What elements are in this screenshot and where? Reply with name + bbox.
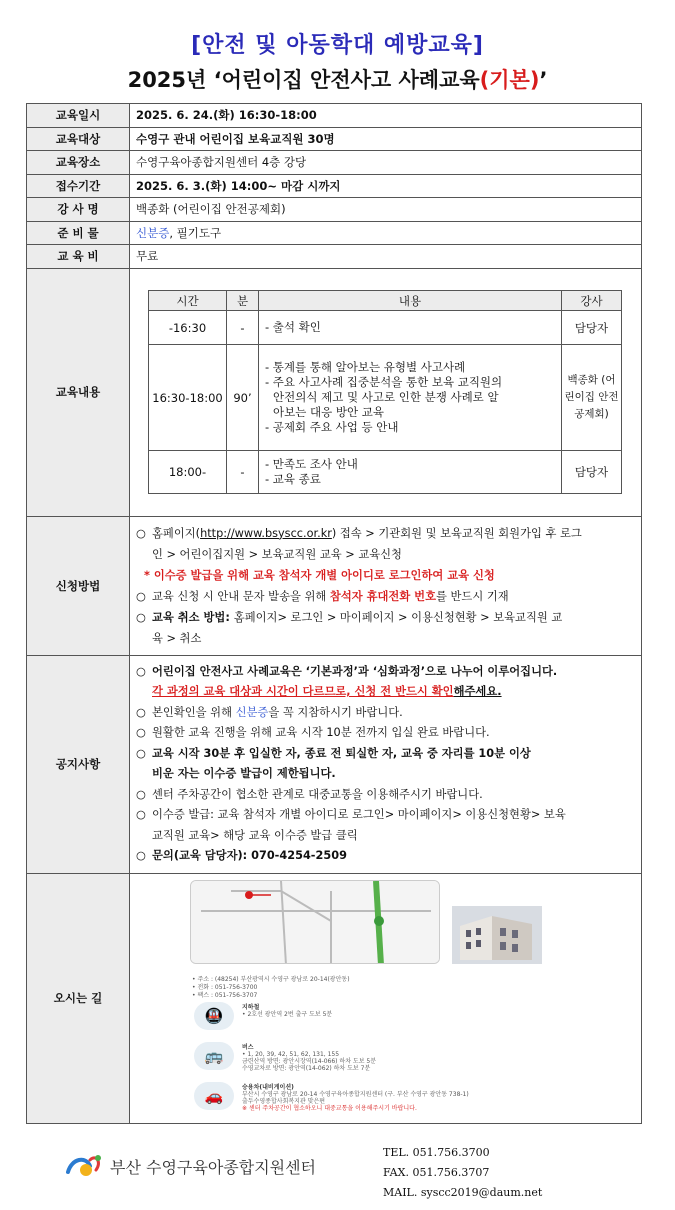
- target-value: 수영구 관내 어린이집 보육교직원 30명: [130, 127, 642, 151]
- schedule-content: [259, 451, 562, 494]
- fax-line: • 팩스 : 051-756-3707: [192, 992, 258, 999]
- notice-label: 공지사항: [27, 655, 130, 873]
- apply-text: 홈페이지> 로그인 > 마이페이지 > 이용신청현황 > 보육교직원 교: [233, 610, 563, 624]
- subway-title: 지하철: [242, 1004, 260, 1011]
- schedule-content: [259, 345, 562, 451]
- title-level: (기본): [479, 68, 540, 92]
- lecturer-value: 백종화 (어린이집 안전공제회): [130, 198, 642, 222]
- schedule-min: -: [227, 311, 259, 345]
- place-label: 교육장소: [27, 151, 130, 175]
- schedule-min: -: [227, 451, 259, 494]
- schedule-label: 교육내용: [27, 268, 130, 516]
- car-text: 출두수영종합사회복지관 맞은편: [242, 1098, 326, 1105]
- subway-text: • 2호선 광안역 2번 출구 도보 5분: [242, 1011, 333, 1018]
- schedule-row: [149, 311, 622, 345]
- title-topic: [안전 및 아동학대 예방교육]: [191, 33, 484, 58]
- notice-text: 비운 자는 이수증 발급이 제한됩니다.: [152, 767, 336, 780]
- notice-highlight: 각 과정의 교육 대상과 시간이 다르므로, 신청 전 반드시 확인: [152, 685, 454, 698]
- schedule-row: [149, 451, 622, 494]
- circle-bullet-icon: ○: [136, 808, 146, 821]
- directions-cell: [130, 873, 642, 1123]
- apply-label: 신청방법: [27, 516, 130, 655]
- circle-bullet-icon: ○: [136, 610, 146, 624]
- subway-icon: 🚇: [194, 1002, 234, 1030]
- footer-mail[interactable]: MAIL. syscc2019@daum.net: [383, 1186, 543, 1199]
- schedule-table: [148, 290, 622, 494]
- circle-bullet-icon: ○: [136, 746, 146, 760]
- bus-text: 금련산역 방면: 광안시장역(14-066) 하차 도보 5분: [242, 1058, 377, 1065]
- bus-title: 버스: [242, 1044, 254, 1051]
- apply-text: ) 접속 > 기관회원 및 보육교직원 회원가입 후 로그: [331, 526, 582, 540]
- schedule-time: -16:30: [149, 311, 227, 345]
- circle-bullet-icon: ○: [136, 849, 146, 862]
- apply-text: 인 > 어린이집지원 > 보육교직원 교육 > 교육신청: [152, 547, 402, 561]
- footer-fax: FAX. 051.756.3707: [383, 1166, 490, 1179]
- prep-value: [130, 221, 642, 245]
- notice-text: 교직원 교육> 해당 교육 이수증 발급 클릭: [152, 828, 358, 842]
- info-table: [26, 103, 642, 1124]
- prep-rest: , 필기도구: [169, 225, 222, 240]
- schedule-header-teacher: 강사: [562, 291, 622, 311]
- circle-bullet-icon: ○: [136, 787, 146, 801]
- schedule-time: 16:30-18:00: [149, 345, 227, 451]
- apply-text: 육 > 취소: [152, 631, 202, 645]
- content-line: - 교육 종료: [265, 472, 321, 486]
- title-quote: ’: [539, 68, 548, 92]
- notice-text: 본인확인을 위해: [152, 705, 236, 719]
- location-map: [190, 880, 440, 964]
- schedule-header-content: 내용: [259, 291, 562, 311]
- address-block: [192, 976, 350, 1000]
- circle-bullet-icon: ○: [136, 705, 146, 719]
- notice-text: 어린이집 안전사고 사례교육은 ‘기본과정’과 ‘심화과정’으로 나누어 이루어집니다.: [152, 664, 558, 678]
- car-title: 승용차(내비게이션): [242, 1084, 294, 1091]
- content-line: - 주요 사고사례 집중분석을 통한 보육 교직원의: [265, 375, 503, 389]
- schedule-cell: [130, 268, 642, 516]
- footer-tel: TEL. 051.756.3700: [383, 1146, 490, 1159]
- building-photo: [452, 906, 542, 964]
- notice-text: 교육 시작 30분 후 입실한 자, 종료 전 퇴실한 자, 교육 중 자리를 10분 이상: [152, 746, 531, 760]
- org-name: 부산 수영구육아종합지원센터: [110, 1157, 317, 1177]
- period-value: 2025. 6. 3.(화) 14:00~ 마감 시까지: [130, 174, 642, 198]
- fee-label: 교 육 비: [27, 245, 130, 269]
- circle-bullet-icon: ○: [136, 589, 146, 603]
- phone-line: • 전화 : 051-756-3700: [192, 984, 258, 991]
- car-text: 부산시 수영구 광남로 20-14 수영구육아종합지원센터 (구. 부산 수영구 광안동 738-1): [242, 1091, 469, 1098]
- circle-bullet-icon: ○: [136, 664, 146, 678]
- prep-id-card: 신분증: [136, 225, 170, 240]
- date-label: 교육일시: [27, 104, 130, 128]
- schedule-min: 90’: [227, 345, 259, 451]
- homepage-link[interactable]: http://www.bsyscc.or.kr: [200, 526, 332, 540]
- notice-text: 이수증 발급: 교육 참석자 개별 아이디로 로그인> 마이페이지> 이용신청현황> 보육: [152, 808, 566, 821]
- circle-bullet-icon: ○: [136, 526, 146, 540]
- schedule-content: [259, 311, 562, 345]
- content-line: - 만족도 조사 안내: [265, 457, 358, 471]
- period-label: 접수기간: [27, 174, 130, 198]
- bus-text: • 1, 20, 39, 42, 51, 62, 131, 155: [242, 1051, 340, 1058]
- prep-label: 준 비 물: [27, 221, 130, 245]
- notice-id-card: 신분증: [235, 705, 269, 719]
- apply-text: 홈페이지(: [152, 526, 201, 540]
- directions-label: 오시는 길: [27, 873, 130, 1123]
- notice-text: 센터 주차공간이 협소한 관계로 대중교통을 이용해주시기 바랍니다.: [152, 787, 483, 801]
- notice-cell: [130, 655, 642, 873]
- notice-text: 을 꼭 지참하시기 바랍니다.: [268, 705, 403, 719]
- circle-bullet-icon: ○: [136, 726, 146, 739]
- apply-cancel-title: 교육 취소 방법:: [152, 610, 234, 624]
- schedule-teacher: 담당자: [562, 311, 622, 345]
- schedule-teacher: 담당자: [562, 451, 622, 494]
- bus-text: 수영교차로 방면: 광안역(14-062) 하차 도보 7분: [242, 1065, 371, 1072]
- title-main: [0, 64, 675, 94]
- content-line: - 출석 확인: [265, 320, 321, 334]
- apply-text: 교육 신청 시 안내 문자 발송을 위해: [152, 589, 330, 603]
- schedule-time: 18:00-: [149, 451, 227, 494]
- apply-cell: [130, 516, 642, 655]
- notice-text: 원활한 교육 진행을 위해 교육 시작 10분 전까지 입실 완료 바랍니다.: [152, 726, 490, 739]
- apply-text: 를 반드시 기재: [436, 589, 509, 603]
- content-line: - 통계를 통해 알아보는 유형별 사고사례: [265, 360, 466, 374]
- apply-warning: * 이수증 발급을 위해 교육 참석자 개별 아이디로 로그인하여 교육 신청: [144, 568, 495, 582]
- schedule-row: [149, 345, 622, 451]
- lecturer-label: 강 사 명: [27, 198, 130, 222]
- content-line: - 공제회 주요 사업 등 안내: [265, 420, 399, 434]
- fee-value: 무료: [130, 245, 642, 269]
- address-line: • 주소 : (48254) 부산광역시 수영구 광남로 20-14(광안동): [192, 976, 350, 983]
- notice-contact: 문의(교육 담당자): 070-4254-2509: [152, 849, 347, 862]
- map-drawing: [191, 881, 440, 964]
- car-notice: ※ 센터 주차공간이 협소하오니 대중교통을 이용해주시기 바랍니다.: [242, 1105, 417, 1112]
- content-line: 아보는 대응 방안 교육: [273, 405, 384, 419]
- footer-logo: [64, 1152, 316, 1180]
- apply-phone-highlight: 참석자 휴대전화 번호: [329, 589, 437, 603]
- target-label: 교육대상: [27, 127, 130, 151]
- date-value: 2025. 6. 24.(화) 16:30-18:00: [130, 104, 642, 128]
- bus-icon: 🚌: [194, 1042, 234, 1070]
- place-value: 수영구육아종합지원센터 4층 강당: [130, 151, 642, 175]
- footer-contact: [383, 1143, 542, 1203]
- org-logo-icon: [64, 1152, 104, 1180]
- title-main-text: 2025년 ‘어린이집 안전사고 사례교육: [127, 68, 480, 92]
- car-icon: 🚗: [194, 1082, 234, 1110]
- schedule-header-time: 시간: [149, 291, 227, 311]
- notice-text: 해주세요.: [453, 685, 502, 698]
- directions-area: [130, 874, 641, 1122]
- content-line: 안전의식 제고 및 사고로 인한 분쟁 사례로 알: [273, 390, 499, 404]
- schedule-header-min: 분: [227, 291, 259, 311]
- schedule-teacher: 백종화 (어린이집 안전공제회): [562, 345, 622, 451]
